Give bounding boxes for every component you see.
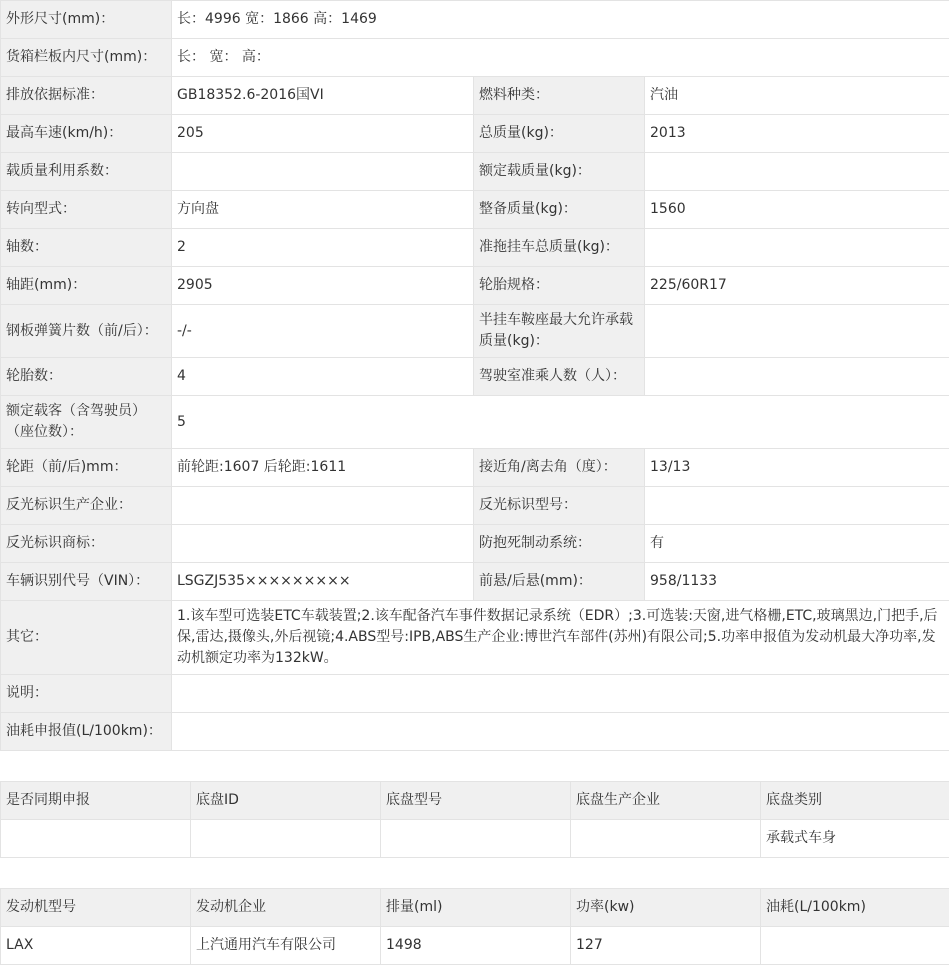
table-cell <box>381 820 571 858</box>
row-label: 钢板弹簧片数（前/后）： <box>1 305 172 358</box>
cargo-box-value: 长： 宽： 高： <box>172 39 949 77</box>
row-value: 方向盘 <box>172 191 474 229</box>
spec-table-body-b <box>1 396 949 449</box>
table-cell: LAX <box>1 927 191 965</box>
spec-table-body-d <box>1 601 949 751</box>
row-value: -/- <box>172 305 474 358</box>
spec-table-body-c <box>1 449 949 601</box>
row-label: 反光标识型号： <box>474 487 645 525</box>
row-label: 轴数： <box>1 229 172 267</box>
column-header: 功率(kw) <box>571 889 761 927</box>
row-label: 轴距(mm)： <box>1 267 172 305</box>
row-value <box>172 153 474 191</box>
row-value: 2905 <box>172 267 474 305</box>
row-value <box>645 229 949 267</box>
table-cell: 127 <box>571 927 761 965</box>
row-label: 半挂车鞍座最大允许承载质量(kg)： <box>474 305 645 358</box>
row-label: 接近角/离去角（度）： <box>474 449 645 487</box>
header-row <box>1 889 949 927</box>
dimensions-label: 外形尺寸(mm)： <box>1 1 172 39</box>
table-row <box>1 449 949 487</box>
row-value: 225/60R17 <box>645 267 949 305</box>
cargo-box-label: 货箱栏板内尺寸(mm)： <box>1 39 172 77</box>
table-row <box>1 1 949 39</box>
row-label: 防抱死制动系统： <box>474 525 645 563</box>
table-cell: 承载式车身 <box>761 820 949 858</box>
passengers-value: 5 <box>172 396 949 449</box>
table-row <box>1 713 949 751</box>
column-header: 底盘类别 <box>761 782 949 820</box>
engine-table <box>0 888 949 965</box>
row-value: 1560 <box>645 191 949 229</box>
row-value: 汽油 <box>645 77 949 115</box>
table-cell: 1498 <box>381 927 571 965</box>
spec-table-body <box>1 1 949 396</box>
row-value: 205 <box>172 115 474 153</box>
table-cell <box>191 820 381 858</box>
row-value: 2 <box>172 229 474 267</box>
dimensions-value: 长：4996 宽：1866 高：1469 <box>172 1 949 39</box>
column-header: 底盘ID <box>191 782 381 820</box>
row-label: 燃料种类： <box>474 77 645 115</box>
row-value <box>645 358 949 396</box>
row-label: 准拖挂车总质量(kg)： <box>474 229 645 267</box>
chassis-table <box>0 781 949 858</box>
column-header: 油耗(L/100km) <box>761 889 949 927</box>
row-value: 4 <box>172 358 474 396</box>
table-row <box>1 191 949 229</box>
table-row <box>1 396 949 449</box>
row-label: 转向型式： <box>1 191 172 229</box>
row-value <box>645 305 949 358</box>
row-value: GB18352.6-2016国VI <box>172 77 474 115</box>
table-row <box>1 77 949 115</box>
table-row <box>1 115 949 153</box>
row-value: 前轮距:1607 后轮距:1611 <box>172 449 474 487</box>
column-header: 底盘生产企业 <box>571 782 761 820</box>
row-label: 反光标识商标： <box>1 525 172 563</box>
row-label: 轮胎数： <box>1 358 172 396</box>
row-label: 轮距（前/后)mm： <box>1 449 172 487</box>
fuel-label: 油耗申报值(L/100km)： <box>1 713 172 751</box>
section-gap <box>0 751 949 781</box>
table-row <box>1 153 949 191</box>
row-label: 排放依据标准： <box>1 77 172 115</box>
column-header: 发动机型号 <box>1 889 191 927</box>
column-header: 发动机企业 <box>191 889 381 927</box>
table-cell <box>571 820 761 858</box>
row-label: 额定载质量(kg)： <box>474 153 645 191</box>
note-value <box>172 675 949 713</box>
note-label: 说明： <box>1 675 172 713</box>
row-label: 前悬/后悬(mm)： <box>474 563 645 601</box>
column-header: 是否同期申报 <box>1 782 191 820</box>
row-label: 轮胎规格： <box>474 267 645 305</box>
chassis-table-body <box>1 782 949 858</box>
row-label: 载质量利用系数： <box>1 153 172 191</box>
row-value <box>172 487 474 525</box>
row-value: 2013 <box>645 115 949 153</box>
row-value <box>172 525 474 563</box>
row-value: LSGZJ535××××××××× <box>172 563 474 601</box>
row-value: 有 <box>645 525 949 563</box>
table-row <box>1 563 949 601</box>
table-cell <box>1 820 191 858</box>
column-header: 底盘型号 <box>381 782 571 820</box>
row-label: 反光标识生产企业： <box>1 487 172 525</box>
row-value: 958/1133 <box>645 563 949 601</box>
table-row <box>1 601 949 675</box>
table-row <box>1 820 949 858</box>
table-row <box>1 358 949 396</box>
other-label: 其它： <box>1 601 172 675</box>
table-cell: 上汽通用汽车有限公司 <box>191 927 381 965</box>
table-row <box>1 39 949 77</box>
column-header: 排量(ml) <box>381 889 571 927</box>
table-row <box>1 487 949 525</box>
row-label: 最高车速(km/h)： <box>1 115 172 153</box>
table-row <box>1 229 949 267</box>
table-row <box>1 675 949 713</box>
row-value <box>645 487 949 525</box>
row-label: 总质量(kg)： <box>474 115 645 153</box>
table-row <box>1 525 949 563</box>
row-label: 驾驶室准乘人数（人）： <box>474 358 645 396</box>
fuel-value <box>172 713 949 751</box>
row-value <box>645 153 949 191</box>
row-label: 整备质量(kg)： <box>474 191 645 229</box>
table-row <box>1 267 949 305</box>
passengers-label: 额定载客（含驾驶员）（座位数）： <box>1 396 172 449</box>
table-cell <box>761 927 949 965</box>
row-label: 车辆识别代号（VIN）： <box>1 563 172 601</box>
table-row <box>1 927 949 965</box>
section-gap <box>0 858 949 888</box>
engine-table-body <box>1 889 949 965</box>
table-row <box>1 305 949 358</box>
other-value: 1.该车型可选装ETC车载装置;2.该车配备汽车事件数据记录系统（EDR）;3.可选装:天窗,进气格栅,ETC,玻璃黑边,门把手,后保,雷达,摄像头,外后视镜;4.ABS型号:IPB,ABS生产企业:博世汽车部件(苏州)有限公司;5.功率申报值为发动机最大净功率,发动机额定功率为132kW。 <box>172 601 949 675</box>
row-value: 13/13 <box>645 449 949 487</box>
header-row <box>1 782 949 820</box>
